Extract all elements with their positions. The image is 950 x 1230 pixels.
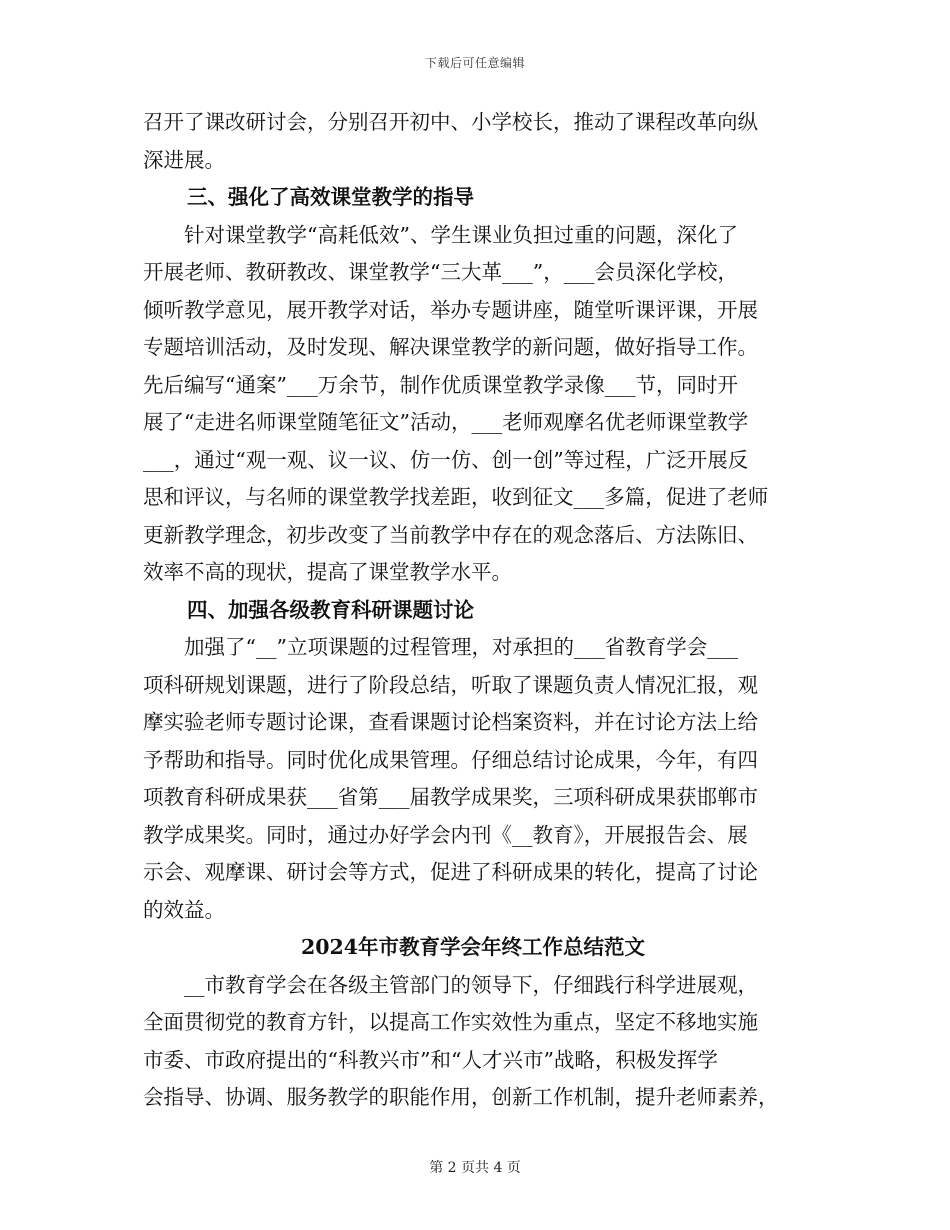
section-heading-3: 三、强化了高效课堂教学的指导 bbox=[187, 185, 474, 209]
page-header: 下载后可任意编辑 bbox=[424, 56, 525, 70]
paragraph-line: ___，通过“观一观、议一议、仿一仿、创一创”等过程，广泛开展反 bbox=[143, 447, 749, 472]
paragraph-line: 展了“走进名师课堂随笔征文”活动，___老师观摩名优老师课堂教学 bbox=[143, 410, 749, 434]
document-body bbox=[143, 104, 803, 1117]
paragraph-line: 加强了“__”立项课题的过程管理，对承担的___省教育学会___ bbox=[143, 635, 738, 659]
paragraph-line: 的效益。 bbox=[143, 897, 225, 922]
paragraph-line: 会指导、协调、服务教学的职能作用，创新工作机制，提升老师素养， bbox=[143, 1085, 779, 1109]
paragraph-line: 思和评议，与名师的课堂教学找差距，收到征文___多篇，促进了老师 bbox=[143, 485, 769, 509]
paragraph-line: 市委、市政府提出的“科教兴市”和“人才兴市”战略，积极发挥学 bbox=[143, 1047, 718, 1072]
paragraph-line: 项科研规划课题，进行了阶段总结，听取了课题负责人情况汇报，观 bbox=[143, 672, 758, 697]
paragraph-line: 更新教学理念，初步改变了当前教学中存在的观念落后、方法陈旧、 bbox=[143, 522, 758, 547]
paragraph-line: 予帮助和指导。同时优化成果管理。仔细总结讨论成果，今年，有四 bbox=[143, 747, 758, 772]
page-number-footer: 第 2 页共 4 页 bbox=[429, 1160, 521, 1176]
paragraph-line: 全面贯彻党的教育方针，以提高工作实效性为重点，坚定不移地实施 bbox=[143, 1010, 758, 1034]
paragraph-line: 召开了课改研讨会，分别召开初中、小学校长，推动了课程改革向纵 bbox=[143, 110, 758, 134]
paragraph-line: 项教育科研成果获___省第___届教学成果奖，三项科研成果获邯郸市 bbox=[143, 785, 758, 809]
paragraph-line: __市教育学会在各级主管部门的领导下，仔细践行科学进展观， bbox=[143, 972, 758, 997]
paragraph-line: 摩实验老师专题讨论课，查看课题讨论档案资料，并在讨论方法上给 bbox=[143, 710, 758, 734]
paragraph-line: 倾听教学意见，展开教学对话，举办专题讲座，随堂听课评课，开展 bbox=[143, 297, 758, 322]
paragraph-line: 专题培训活动，及时发现、解决课堂教学的新问题，做好指导工作。 bbox=[143, 335, 758, 359]
paragraph-line: 教学成果奖。同时，通过办好学会内刊《__教育》，开展报告会、展 bbox=[143, 822, 748, 847]
paragraph-line: 深进展。 bbox=[143, 147, 225, 172]
paragraph-line: 针对课堂教学“高耗低效”、学生课业负担过重的问题，深化了 bbox=[143, 222, 738, 247]
paragraph-line: 效率不高的现状，提高了课堂教学水平。 bbox=[143, 560, 512, 584]
document-title: 2024年市教育学会年终工作总结范文 bbox=[300, 935, 646, 959]
section-heading-4: 四、加强各级教育科研课题讨论 bbox=[187, 597, 474, 622]
paragraph-line: 示会、观摩课、研讨会等方式，促进了科研成果的转化，提高了讨论 bbox=[143, 860, 758, 884]
paragraph-line: 开展老师、教研教改、课堂教学“三大革___”，___会员深化学校， bbox=[143, 260, 738, 284]
paragraph-line: 先后编写“通案”___万余节，制作优质课堂教学录像___节，同时开 bbox=[143, 372, 738, 397]
